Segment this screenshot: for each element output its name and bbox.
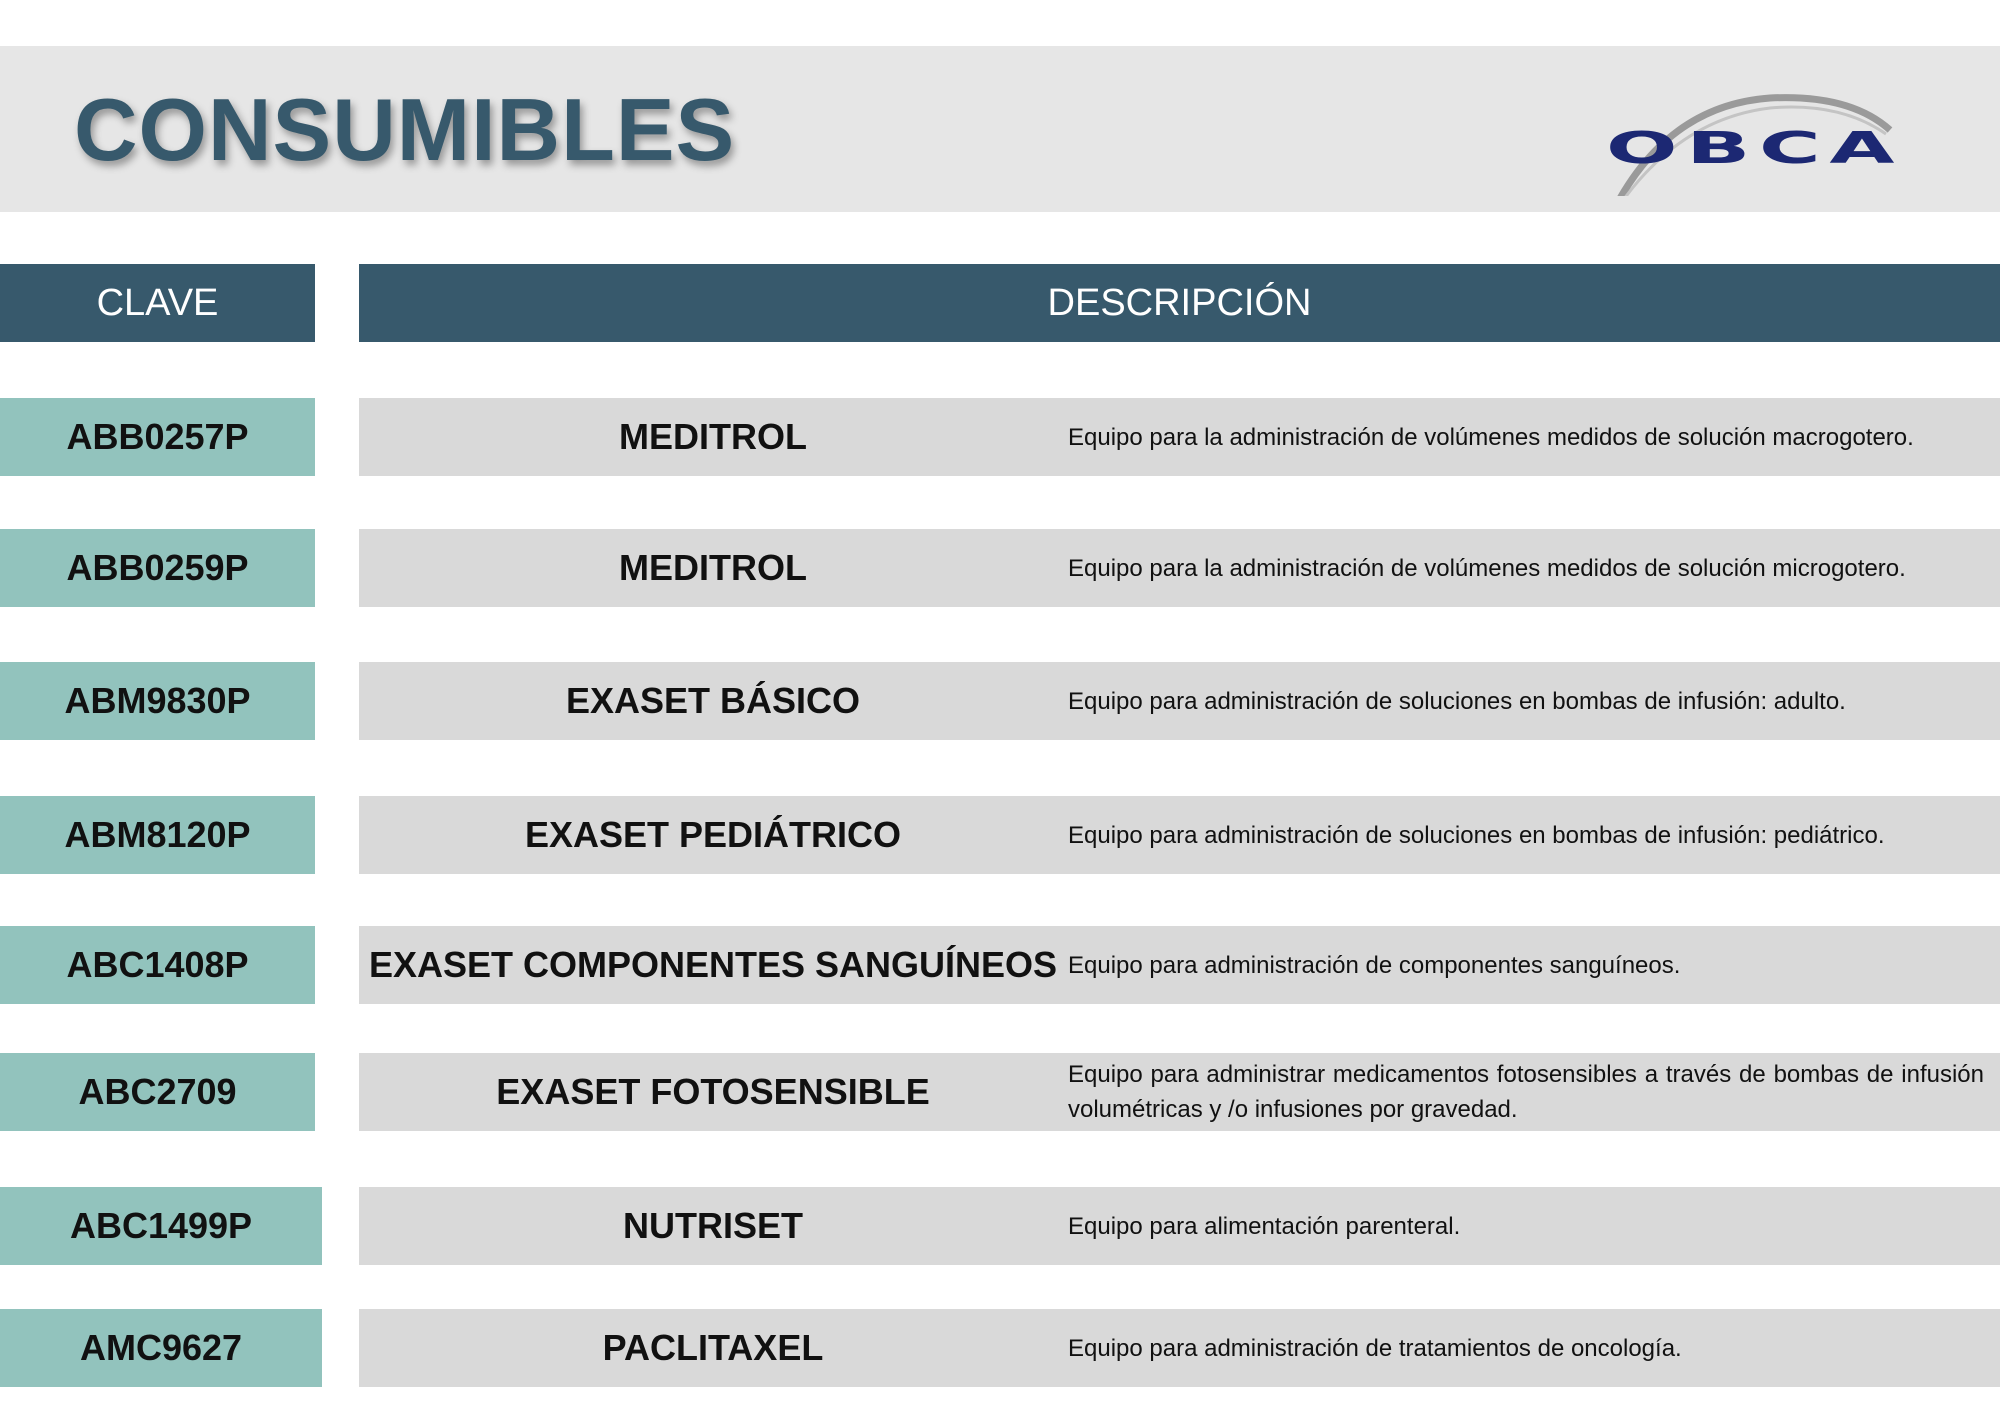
row-key: ABM8120P: [0, 796, 315, 874]
row-description-text: Equipo para administración de soluciones en bombas de infusión: adulto.: [1068, 687, 1846, 715]
page-title: CONSUMIBLES: [74, 80, 736, 179]
table-row: [0, 662, 2000, 740]
row-key: ABC2709: [0, 1053, 315, 1131]
row-description: [1068, 1187, 1984, 1265]
row-product-name: EXASET BÁSICO: [565, 680, 861, 721]
table-row: [0, 529, 2000, 607]
table-row: [0, 1053, 2000, 1131]
row-description: [1068, 926, 1984, 1004]
row-description: [1068, 796, 1984, 874]
row-key: ABC1499P: [0, 1187, 322, 1265]
row-key: ABM9830P: [0, 662, 315, 740]
row-description: [1068, 398, 1984, 476]
row-product-name: EXASET COMPONENTES SANGUÍNEOS: [368, 944, 1058, 985]
table-row: [0, 1187, 2000, 1265]
table-row: [0, 1309, 2000, 1387]
row-product-name: PACLITAXEL: [602, 1327, 824, 1368]
column-header-descripcion: DESCRIPCIÓN: [359, 264, 2000, 342]
row-key: AMC9627: [0, 1309, 322, 1387]
column-header-clave: CLAVE: [0, 264, 315, 342]
row-product-name: MEDITROL: [619, 416, 807, 457]
row-product-name: MEDITROL: [619, 547, 807, 588]
row-description-text: Equipo para administración de soluciones en bombas de infusión: pediátrico.: [1068, 821, 1885, 849]
row-description: [1068, 529, 1984, 607]
row-description-text: Equipo para administración de tratamientos de oncología.: [1068, 1334, 1682, 1362]
company-logo: [1600, 86, 1920, 196]
row-key: ABC1408P: [0, 926, 315, 1004]
row-key: ABB0257P: [0, 398, 315, 476]
row-product-name: EXASET PEDIÁTRICO: [524, 814, 902, 855]
table-row: [0, 398, 2000, 476]
row-product-name: NUTRISET: [623, 1205, 803, 1246]
row-description-text: Equipo para la administración de volúmenes medidos de solución microgotero.: [1068, 554, 1906, 582]
row-description-text: Equipo para administración de componentes sanguíneos.: [1068, 951, 1681, 979]
row-product-name: EXASET FOTOSENSIBLE: [496, 1071, 930, 1112]
row-description: [1068, 662, 1984, 740]
row-description-text: Equipo para administrar medicamentos fotosensibles a través de bombas de infusión volumétricas y /o infusiones por gravedad.: [1068, 1061, 1984, 1123]
page-header: [0, 46, 2000, 212]
row-description: [1068, 1309, 1984, 1387]
table-row: [0, 926, 2000, 1004]
row-key: ABB0259P: [0, 529, 315, 607]
table-row: [0, 796, 2000, 874]
row-description-text: Equipo para la administración de volúmenes medidos de solución macrogotero.: [1068, 423, 1914, 451]
logo-text: OBCA: [1606, 122, 1904, 174]
row-description: [1068, 1053, 1984, 1131]
row-description-text: Equipo para alimentación parenteral.: [1068, 1212, 1461, 1240]
